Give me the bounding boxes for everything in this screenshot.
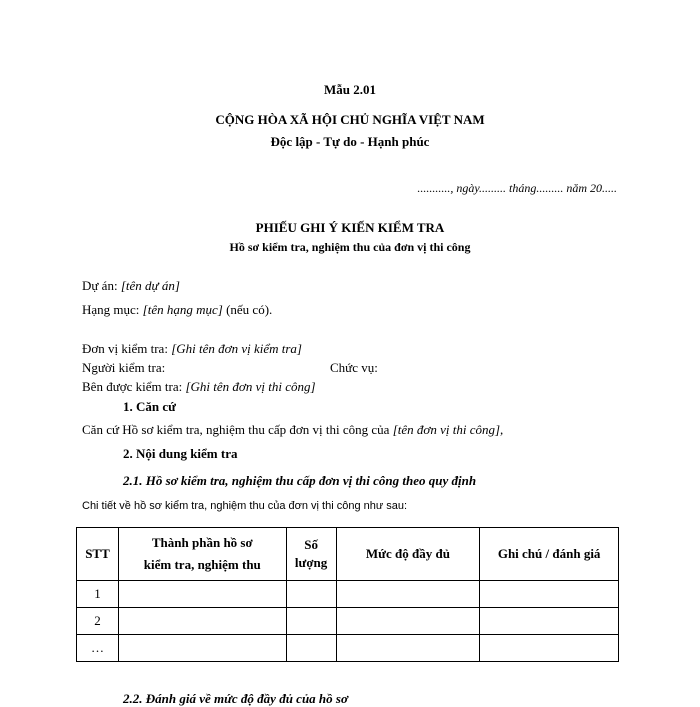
row-stt: … — [77, 635, 119, 662]
country-name: CỘNG HÒA XÃ HỘI CHỦ NGHĨA VIỆT NAM — [215, 112, 485, 127]
national-motto: Độc lập - Tự do - Hạnh phúc — [270, 134, 430, 149]
position-label: Chức vụ: — [330, 360, 378, 375]
row-cell — [118, 635, 286, 662]
section1-heading: 1. Căn cứ — [123, 399, 176, 414]
row-cell — [286, 635, 336, 662]
col-header-completeness: Mức độ đầy đủ — [336, 528, 480, 581]
col-header-quantity-line2: lượng — [294, 555, 328, 570]
row-cell — [118, 608, 286, 635]
document-subtitle: Hồ sơ kiểm tra, nghiệm thu của đơn vị thi công — [229, 240, 471, 254]
section1-text — [82, 422, 503, 438]
section2-heading: 2. Nội dung kiểm tra — [123, 446, 238, 461]
table-row — [77, 581, 619, 608]
inspector-unit-label: Đơn vị kiểm tra: — [82, 341, 168, 356]
col-header-quantity-line1: Số — [304, 537, 318, 552]
inspected-value: [Ghi tên đơn vị thi công] — [185, 379, 316, 394]
detail-text: Chi tiết về hồ sơ kiểm tra, nghiệm thu của đơn vị thi công như sau: — [82, 500, 408, 512]
inspector-unit-value: [Ghi tên đơn vị kiểm tra] — [171, 341, 302, 356]
col-header-component-line2: kiểm tra, nghiệm thu — [143, 557, 261, 572]
section22-heading-partial: 2.2. Đánh giá về mức độ đầy đủ của hồ sơ — [123, 691, 348, 706]
row-cell — [480, 581, 619, 608]
section21-heading: 2.1. Hồ sơ kiểm tra, nghiệm thu cấp đơn vị thi công theo quy định — [123, 473, 477, 488]
inspected-label: Bên được kiểm tra: — [82, 379, 183, 394]
document-title: PHIẾU GHI Ý KIẾN KIỂM TRA — [255, 220, 445, 235]
row-cell — [336, 581, 480, 608]
table-row — [77, 635, 619, 662]
project-line — [82, 278, 180, 294]
row-cell — [118, 581, 286, 608]
col-header-note: Ghi chú / đánh giá — [480, 528, 619, 581]
inspected-line — [82, 379, 316, 395]
table-header-row — [77, 528, 619, 581]
row-stt: 1 — [77, 581, 119, 608]
row-cell — [336, 608, 480, 635]
row-stt: 2 — [77, 608, 119, 635]
col-header-component-line1: Thành phần hồ sơ — [151, 535, 253, 550]
section1-text-main: Căn cứ Hồ sơ kiểm tra, nghiệm thu cấp đơn vị thi công của — [82, 422, 390, 437]
item-label: Hạng mục: — [82, 302, 140, 317]
row-cell — [480, 635, 619, 662]
item-value: [tên hạng mục] — [142, 302, 223, 317]
col-header-component — [118, 528, 286, 581]
records-table — [76, 527, 619, 662]
form-code: Mẫu 2.01 — [324, 82, 376, 97]
project-label: Dự án: — [82, 278, 118, 293]
table-row — [77, 608, 619, 635]
date-line: ..........., ngày......... tháng......... năm 20..... — [417, 181, 617, 195]
row-cell — [336, 635, 480, 662]
inspector-label: Người kiểm tra: — [82, 360, 166, 375]
inspector-unit-line — [82, 341, 302, 357]
row-cell — [286, 608, 336, 635]
item-line — [82, 302, 272, 318]
col-header-quantity — [286, 528, 336, 581]
project-value: [tên dự án] — [120, 278, 180, 293]
col-header-stt: STT — [77, 528, 119, 581]
section1-text-value: [tên đơn vị thi công], — [392, 422, 504, 437]
row-cell — [480, 608, 619, 635]
row-cell — [286, 581, 336, 608]
item-suffix: (nếu có). — [226, 302, 273, 317]
